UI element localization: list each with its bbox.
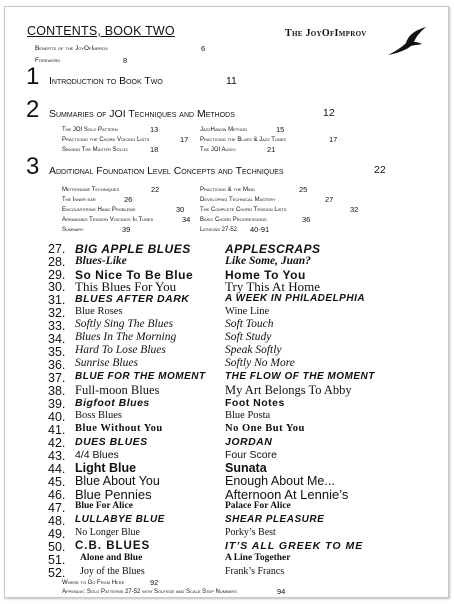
- lesson-number: 33.: [48, 319, 66, 333]
- lesson-title-left[interactable]: Blue Without You: [75, 423, 163, 434]
- lesson-number: 27.: [48, 242, 66, 256]
- lesson-title-left[interactable]: BIG APPLE BLUES: [75, 242, 191, 256]
- lesson-number: 52.: [48, 566, 66, 580]
- toc-item[interactable]: Practicing the Blues & Jazz Tunes: [200, 137, 287, 143]
- section-page-2: 12: [323, 107, 335, 119]
- toc-item[interactable]: Lessons 27-52: [200, 227, 238, 233]
- toc-page: 17: [329, 135, 338, 144]
- toc-item[interactable]: Developing Technical Mastery: [200, 197, 276, 203]
- lesson-number: 37.: [48, 371, 66, 385]
- toc-item[interactable]: The JOI Solo Pattern: [62, 127, 118, 133]
- toc-page: 32: [350, 205, 359, 214]
- lesson-number: 35.: [48, 345, 66, 359]
- lesson-title-right[interactable]: Palace For Alice: [225, 501, 291, 511]
- lesson-number: 38.: [48, 384, 66, 398]
- section-title-1[interactable]: Introduction to Book Two: [49, 75, 163, 87]
- lesson-title-right[interactable]: Sunata: [225, 461, 267, 475]
- lesson-number: 44.: [48, 462, 66, 476]
- lesson-title-left[interactable]: Blue About You: [75, 474, 160, 488]
- lesson-title-right[interactable]: Home To You: [225, 268, 306, 282]
- lesson-title-left[interactable]: Boss Blues: [75, 410, 122, 421]
- lesson-number: 28.: [48, 255, 66, 269]
- section-number: 1: [26, 63, 40, 90]
- lesson-number: 42.: [48, 436, 66, 450]
- lesson-title-left[interactable]: BLUE FOR THE MOMENT: [75, 371, 206, 382]
- lesson-number: 49.: [48, 527, 66, 541]
- section-number: 2: [26, 96, 40, 123]
- back-item-where-to-go[interactable]: Where to Go From Here: [62, 580, 125, 586]
- lesson-title-left[interactable]: Blues-Like: [75, 255, 127, 267]
- lesson-number: 50.: [48, 540, 66, 554]
- lesson-number: 46.: [48, 488, 66, 502]
- lesson-title-right[interactable]: Soft Study: [225, 331, 272, 343]
- lesson-title-left[interactable]: This Blues For You: [75, 279, 177, 294]
- lesson-title-right[interactable]: Soft Touch: [225, 318, 274, 330]
- lesson-title-right[interactable]: Enough About Me...: [225, 474, 335, 488]
- section-page-1: 11: [226, 75, 237, 87]
- lesson-title-right[interactable]: Speak Softly: [225, 344, 282, 356]
- back-page-appendix: 94: [277, 587, 286, 596]
- lesson-title-right[interactable]: A WEEK IN PHILADELPHIA: [225, 293, 366, 304]
- toc-page: 15: [276, 125, 285, 134]
- back-page-where-to-go: 92: [150, 578, 159, 587]
- toc-item[interactable]: Basic Chord Progressions: [200, 217, 267, 223]
- lesson-title-right[interactable]: Wine Line: [225, 306, 270, 317]
- lesson-title-left[interactable]: Softly Sing The Blues: [75, 318, 174, 330]
- lesson-title-left[interactable]: Blue Roses: [75, 306, 123, 317]
- toc-item[interactable]: The Complete Chord Tension Lists: [200, 207, 287, 213]
- lesson-title-left[interactable]: Sunrise Blues: [75, 357, 138, 369]
- toc-page: 36: [302, 215, 311, 224]
- lesson-number: 48.: [48, 514, 66, 528]
- page-title: CONTENTS, BOOK TWO: [27, 24, 175, 38]
- toc-item[interactable]: The JOI Audio: [200, 147, 236, 153]
- lesson-title-left[interactable]: Hard To Lose Blues: [75, 344, 166, 356]
- front-item-benefits[interactable]: Benefits of the JoyOfImprov: [35, 45, 108, 52]
- toc-page: 34: [182, 215, 191, 224]
- front-page-benefits: 6: [201, 44, 206, 53]
- lesson-number: 51.: [48, 553, 66, 567]
- lesson-title-right[interactable]: Porky’s Best: [225, 527, 276, 538]
- section-title-3[interactable]: Additional Foundation Level Concepts and Techniques: [49, 165, 284, 177]
- lesson-title-right[interactable]: Foot Notes: [225, 397, 285, 409]
- lesson-title-left[interactable]: Blue Pennies: [75, 487, 152, 502]
- back-item-appendix[interactable]: Appendix: Solo Patterns 27-52 with Solfege and Scale Step Numbers: [62, 589, 237, 595]
- section-title-2[interactable]: Summaries of JOI Techniques and Methods: [49, 108, 235, 120]
- lesson-title-right[interactable]: Afternoon At Lennie’s: [225, 487, 349, 502]
- lesson-title-right[interactable]: Try This At Home: [225, 279, 320, 294]
- lesson-number: 40.: [48, 410, 66, 424]
- lesson-number: 29.: [48, 268, 66, 282]
- lesson-title-right[interactable]: A Line Together: [225, 553, 291, 563]
- lesson-title-left[interactable]: Blues In The Morning: [75, 331, 177, 343]
- lesson-number: 30.: [48, 280, 66, 294]
- toc-page: 26: [124, 195, 133, 204]
- front-page-foreword: 8: [123, 56, 128, 65]
- toc-item[interactable]: Metronome Techniques: [62, 187, 120, 193]
- toc-page: 22: [151, 185, 160, 194]
- lesson-number: 39.: [48, 397, 66, 411]
- lesson-title-left[interactable]: Bigfoot Blues: [75, 397, 150, 409]
- lesson-number: 41.: [48, 423, 66, 437]
- lesson-title-left[interactable]: Alone and Blue: [80, 553, 143, 563]
- lesson-title-right[interactable]: Four Score: [225, 449, 277, 461]
- lesson-title-right[interactable]: No One But You: [225, 423, 305, 434]
- lesson-title-left[interactable]: BLUES AFTER DARK: [75, 293, 190, 305]
- section-number: 3: [26, 153, 40, 180]
- section-page-3: 22: [374, 164, 386, 176]
- toc-item[interactable]: Practicing the Chord Voicing Lists: [62, 137, 150, 143]
- lesson-title-left[interactable]: So Nice To Be Blue: [75, 268, 194, 282]
- lesson-title-right[interactable]: THE FLOW OF THE MOMENT: [225, 371, 375, 382]
- lesson-title-left[interactable]: 4/4 Blues: [75, 449, 119, 461]
- lesson-title-left[interactable]: DUES BLUES: [75, 436, 148, 448]
- toc-item[interactable]: Arranging Tension Voicings In Tunes: [62, 217, 154, 223]
- toc-page: 30: [176, 205, 185, 214]
- lesson-number: 45.: [48, 475, 66, 489]
- toc-item[interactable]: Practicing & the Mind: [200, 187, 255, 193]
- brand-title: The JoyOfImprov: [285, 28, 367, 39]
- toc-page: 18: [150, 145, 159, 154]
- lesson-title-left[interactable]: LULLABYE BLUE: [75, 514, 165, 525]
- lesson-title-right[interactable]: JORDAN: [225, 436, 273, 448]
- lesson-title-right[interactable]: Blue Posta: [225, 410, 271, 421]
- front-item-foreword[interactable]: Foreword: [35, 57, 61, 64]
- lesson-number: 47.: [48, 501, 66, 515]
- lesson-title-right[interactable]: APPLESCRAPS: [225, 242, 321, 256]
- bird-logo-icon: [386, 25, 430, 59]
- toc-item[interactable]: The Inner ear: [62, 197, 96, 203]
- toc-item[interactable]: JazzHanon Method: [200, 127, 248, 133]
- lesson-number: 31.: [48, 293, 66, 307]
- lesson-title-right[interactable]: Softly No More: [225, 357, 295, 369]
- lesson-title-left[interactable]: C.B. BLUES: [75, 540, 151, 552]
- lesson-title-left[interactable]: Light Blue: [75, 461, 137, 475]
- lesson-title-right[interactable]: Frank’s Francs: [225, 566, 285, 577]
- lesson-number: 43.: [48, 449, 66, 463]
- lesson-title-right[interactable]: IT’S ALL GREEK TO ME: [225, 540, 364, 552]
- lesson-number: 36.: [48, 358, 66, 372]
- lesson-title-left[interactable]: Joy of the Blues: [80, 566, 145, 577]
- toc-page: 25: [299, 185, 308, 194]
- toc-item[interactable]: Singing The Master Solos: [62, 147, 128, 153]
- toc-item[interactable]: Summary: [62, 227, 84, 233]
- toc-page: 21: [267, 145, 276, 154]
- lesson-number: 32.: [48, 306, 66, 320]
- toc-page: 39: [122, 225, 131, 234]
- lesson-title-left[interactable]: Blue For Alice: [75, 501, 133, 511]
- toc-page: 13: [150, 125, 159, 134]
- lesson-title-right[interactable]: My Art Belongs To Abby: [225, 383, 352, 397]
- toc-item[interactable]: Encountering Hand Problems: [62, 207, 136, 213]
- toc-page: 40-91: [250, 225, 270, 234]
- lesson-title-right[interactable]: SHEAR PLEASURE: [225, 514, 325, 525]
- toc-page: 27: [325, 195, 334, 204]
- toc-page: 17: [180, 135, 189, 144]
- lesson-title-left[interactable]: No Longer Blue: [75, 527, 140, 538]
- lesson-number: 34.: [48, 332, 66, 346]
- lesson-title-left[interactable]: Full-moon Blues: [75, 383, 160, 397]
- lesson-title-right[interactable]: Like Some, Juan?: [225, 255, 311, 267]
